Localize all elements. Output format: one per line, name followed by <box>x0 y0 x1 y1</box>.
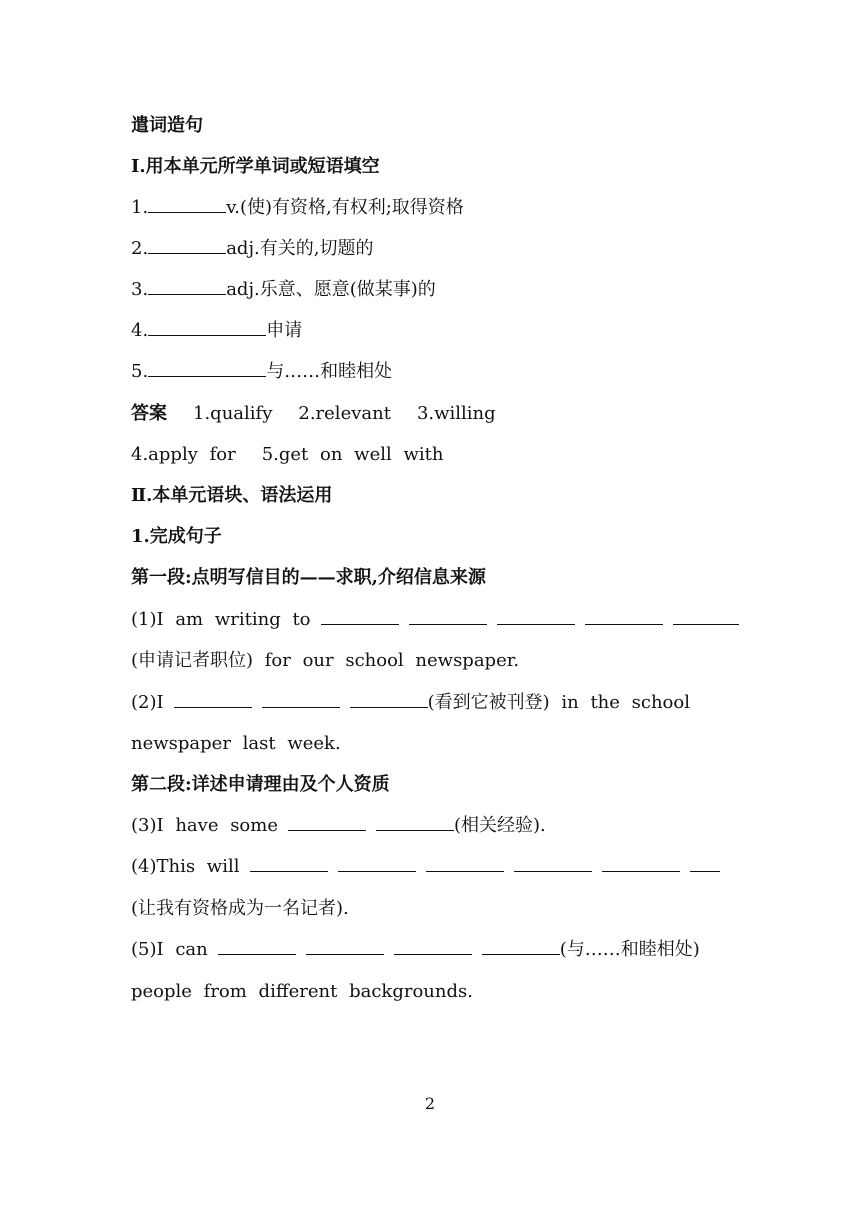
answer-blank[interactable] <box>148 360 266 377</box>
sentence-4-line2: (让我有资格成为一名记者). <box>131 898 349 919</box>
answer-blank[interactable] <box>426 855 504 872</box>
answer-blank[interactable] <box>148 237 226 254</box>
answer-blank[interactable] <box>514 855 592 872</box>
answer-line-2 <box>131 443 731 467</box>
part2-heading: Ⅱ.本单元语块、语法运用 <box>131 485 333 506</box>
answer-blank[interactable] <box>306 938 384 955</box>
answer-blank[interactable] <box>673 608 739 625</box>
answer-label: 答案 <box>131 403 167 424</box>
answer-blank[interactable] <box>409 608 487 625</box>
sentence-1-line1: (1)I am writing to <box>131 608 731 632</box>
section-title: 遣词造句 <box>131 115 203 136</box>
sentence-4-line1: (4)This will <box>131 855 731 879</box>
sentence-2-line2: newspaper last week. <box>131 733 341 754</box>
vocab-item-1: 1. v.(使)有资格,有权利;取得资格 <box>131 197 464 218</box>
vocab-item-5: 5. 与……和睦相处 <box>131 361 393 382</box>
vocab-item-2: 2. adj.有关的,切题的 <box>131 238 374 259</box>
answer-blank[interactable] <box>218 938 296 955</box>
answer-blank[interactable] <box>394 938 472 955</box>
answer-3: 3.willing <box>416 403 496 424</box>
page-number: 2 <box>424 1094 436 1113</box>
paragraph2-heading: 第二段:详述申请理由及个人资质 <box>131 774 390 795</box>
part2-subheading: 1.完成句子 <box>131 526 222 547</box>
answer-blank[interactable] <box>690 855 720 872</box>
answer-blank[interactable] <box>376 814 454 831</box>
answer-5: 5.get on well with <box>261 444 444 465</box>
answer-blank[interactable] <box>338 855 416 872</box>
answer-blank[interactable] <box>148 278 226 295</box>
answer-blank[interactable] <box>482 938 560 955</box>
answer-blank[interactable] <box>288 814 366 831</box>
answer-2: 2.relevant <box>298 403 391 424</box>
part1-heading: Ⅰ.用本单元所学单词或短语填空 <box>131 156 380 177</box>
answer-blank[interactable] <box>148 196 226 213</box>
vocab-item-3: 3. adj.乐意、愿意(做某事)的 <box>131 279 436 300</box>
answer-blank[interactable] <box>350 691 428 708</box>
sentence-1-line2: (申请记者职位) for our school newspaper. <box>131 650 520 671</box>
answer-blank[interactable] <box>262 691 340 708</box>
answer-blank[interactable] <box>250 855 328 872</box>
paragraph1-heading: 第一段:点明写信目的——求职,介绍信息来源 <box>131 567 486 588</box>
sentence-5-line2: people from different backgrounds. <box>131 981 473 1002</box>
sentence-2-line1: (2)I (看到它被刊登) in the school <box>131 692 690 713</box>
answer-line-1 <box>131 402 731 426</box>
answer-blank[interactable] <box>174 691 252 708</box>
answer-blank[interactable] <box>497 608 575 625</box>
answer-blank[interactable] <box>585 608 663 625</box>
answer-blank[interactable] <box>321 608 399 625</box>
sentence-3: (3)I have some (相关经验). <box>131 815 546 836</box>
sentence-5-line1: (5)I can (与……和睦相处) <box>131 939 700 960</box>
answer-blank[interactable] <box>148 319 266 336</box>
answer-1: 1.qualify <box>193 403 273 424</box>
answer-blank[interactable] <box>602 855 680 872</box>
vocab-item-4: 4. 申请 <box>131 320 303 341</box>
answer-4: 4.apply for <box>131 444 236 465</box>
